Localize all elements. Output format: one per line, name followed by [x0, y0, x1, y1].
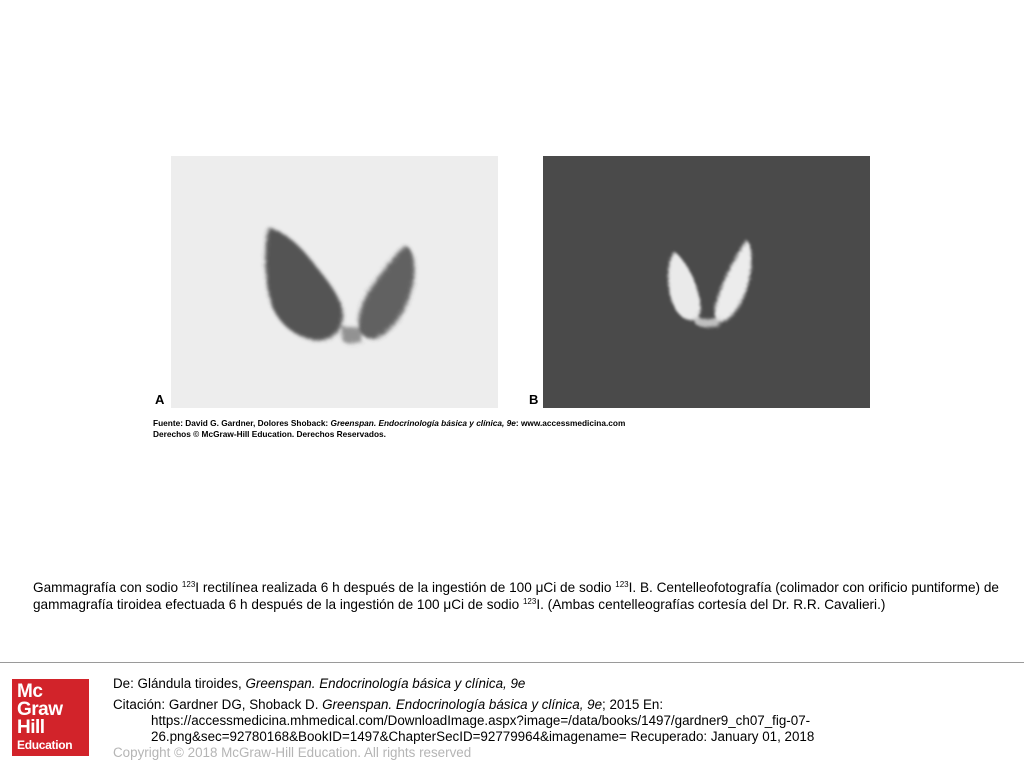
citation-text [113, 697, 873, 745]
panel-a-label: A [155, 392, 165, 407]
caption-part1: Gammagrafía con sodio [33, 580, 182, 595]
rights-text: Derechos © McGraw-Hill Education. Derechos Reservados. [153, 429, 386, 439]
panel-a-rectilinear-scan [171, 156, 498, 408]
footer-divider [0, 662, 1024, 663]
panel-b-label: B [529, 392, 539, 407]
citation-rest: ; 2015 En: [602, 697, 664, 712]
caption-sup2: 123 [615, 580, 629, 589]
source-suffix: : www.accessmedicina.com [515, 418, 626, 428]
source-title: Greenspan. Endocrinología básica y clínica, 9e [330, 418, 516, 428]
caption-part4: I. (Ambas centelleografías cortesía del Dr. R.R. Cavalieri.) [536, 597, 886, 612]
figure-source [153, 418, 625, 440]
logo-line3: Hill [17, 717, 45, 738]
thyroid-scan-figure [151, 156, 876, 446]
from-title: Greenspan. Endocrinología básica y clínica, 9e [245, 676, 526, 691]
caption-sup3: 123 [522, 597, 537, 606]
logo-line2: Graw [17, 699, 63, 720]
figure-caption [33, 579, 999, 613]
rights-line [153, 429, 625, 440]
panel-b-image [543, 156, 870, 408]
caption-part3: I. B. Centelleofotografía (colimador con orificio puntiforme) de gammagrafía tiroidea efectuada 6 h después de la ingestión de 100 μCi de sodio [33, 580, 999, 612]
panel-a-image [171, 156, 498, 408]
panel-b-pinhole-scan [543, 156, 870, 408]
logo-line4: Education [17, 738, 73, 752]
from-label: De: Glándula tiroides, [113, 676, 246, 691]
source-line [153, 418, 625, 429]
mcgraw-hill-logo [12, 679, 89, 756]
citation-from [113, 676, 525, 692]
caption-part2: I rectilínea realizada 6 h después de la ingestión de 100 μCi de sodio [195, 580, 616, 595]
copyright-notice: Copyright © 2018 McGraw-Hill Education. All rights reserved [113, 745, 472, 760]
source-prefix: Fuente: David G. Gardner, Dolores Shoback: [153, 418, 331, 428]
citation-label: Citación: Gardner DG, Shoback D. [113, 697, 323, 712]
caption-sup1: 123 [181, 580, 196, 589]
citation-url: https://accessmedicina.mhmedical.com/DownloadImage.aspx?image=/data/books/1497/gardner9_ch07_fig-07-26.png&sec=92780168&BookID=1497&ChapterSecID=92779964&imagename= Recuperado: January 01, 2018 [151, 713, 815, 744]
logo-line1: Mc [17, 681, 43, 702]
citation-title: Greenspan. Endocrinología básica y clínica, 9e [322, 697, 603, 712]
